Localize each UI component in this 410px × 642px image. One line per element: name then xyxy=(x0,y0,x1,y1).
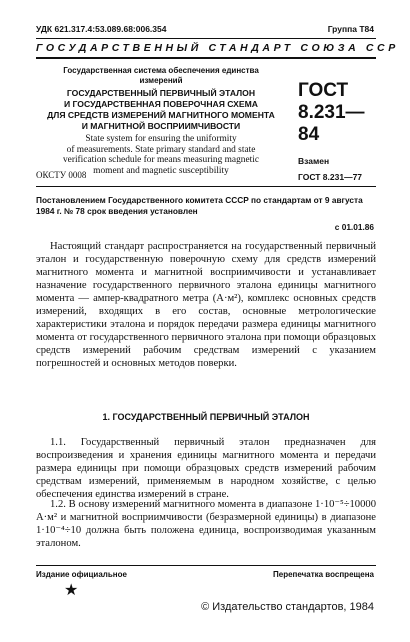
decree-rule xyxy=(36,186,376,187)
banner-rule xyxy=(36,57,376,59)
system-line-2: измерений xyxy=(139,76,183,85)
paragraph-1-1 xyxy=(36,436,376,501)
state-standard-banner: ГОСУДАРСТВЕННЫЙ СТАНДАРТ СОЮЗА ССР xyxy=(36,42,399,54)
title-block xyxy=(36,66,286,176)
copyright: © Издательство стандартов, 1984 xyxy=(201,601,374,613)
en-title-1: State system for ensuring the uniformity xyxy=(85,134,237,144)
intro-text: Настоящий стандарт распространяется на государственный первичный эталон и государственную поверочную схему для средств измерений магнитного момента и магнитной восприимчивости и устанавливает назначение государственного первичного эталона единицы магнитного момента — ампер-квадратного метра (А·м²), комплекс основных средств измерений, входящих в его состав, основные метрологические характеристики эталона и порядок передачи размера единицы магнитного момента от государственного первичного эталона при помощи образцовых средств измерений рабочим средствам измерений с указанием погрешностей и основных методов поверки. xyxy=(36,241,376,369)
decree-text xyxy=(36,195,376,216)
intro-paragraph xyxy=(36,240,376,370)
decree-line-2: 1984 г. № 78 срок введения установлен xyxy=(36,205,198,216)
okstu-code: ОКСТУ 0008 xyxy=(36,170,87,180)
udk-code: УДК 621.317.4:53.089.68:006.354 xyxy=(36,24,167,34)
ru-title-4: И МАГНИТНОЙ ВОСПРИИМЧИВОСТИ xyxy=(81,121,241,131)
en-title-2: of measurements. State primary standard and state xyxy=(66,144,256,155)
replaced-standard: ГОСТ 8.231—77 xyxy=(298,172,363,182)
system-line-1: Государственная система обеспечения единства xyxy=(63,66,259,75)
gost-label: ГОСТ xyxy=(298,80,349,101)
group-code: Группа Т84 xyxy=(327,24,374,34)
official-edition: Издание официальное xyxy=(36,570,127,579)
paragraph-1-2 xyxy=(36,498,376,550)
ru-title-1: ГОСУДАРСТВЕННЫЙ ПЕРВИЧНЫЙ ЭТАЛОН xyxy=(66,88,256,98)
effective-date: с 01.01.86 xyxy=(334,222,374,232)
decree-line-1: Постановлением Государственного комитета СССР по стандартам от 9 августа xyxy=(36,195,363,205)
section-1-title: 1. ГОСУДАРСТВЕННЫЙ ПЕРВИЧНЫЙ ЭТАЛОН xyxy=(102,412,310,422)
paragraph-1-2-text: 1.2. В основу измерений магнитного момента в диапазоне 1·10⁻⁵÷10000 А·м² и магнитной восприимчивости (безразмерной единицы) в диапазоне 1·10⁻⁴÷10 должна быть положена единица, воспроизводимая указанным эталоном. xyxy=(36,499,376,549)
ru-title-2: И ГОСУДАРСТВЕННАЯ ПОВЕРОЧНАЯ СХЕМА xyxy=(63,99,259,109)
replaces-label: Взамен xyxy=(298,156,330,166)
en-title-3: verification schedule for means measuring magnetic xyxy=(62,155,260,165)
star-icon: ★ xyxy=(64,582,79,599)
footer-rule xyxy=(36,565,376,566)
ru-title-3: ДЛЯ СРЕДСТВ ИЗМЕРЕНИЙ МАГНИТНОГО МОМЕНТА xyxy=(47,110,275,120)
en-title-4: moment and magnetic susceptibility xyxy=(93,165,229,176)
gost-number: 8.231—84 xyxy=(298,102,365,145)
reprint-prohibited: Перепечатка воспрещена xyxy=(273,570,374,579)
top-rule xyxy=(36,38,376,39)
paragraph-1-1-text: 1.1. Государственный первичный эталон предназначен для воспроизведения и хранения единицы магнитного момента и передачи размера единицы при помощи образцовых средств измерений рабочим средствам измерений, применяемым в народном хозяйстве, с целью обеспечения единства измерений в стране. xyxy=(36,437,376,500)
gost-number-block xyxy=(298,80,378,182)
